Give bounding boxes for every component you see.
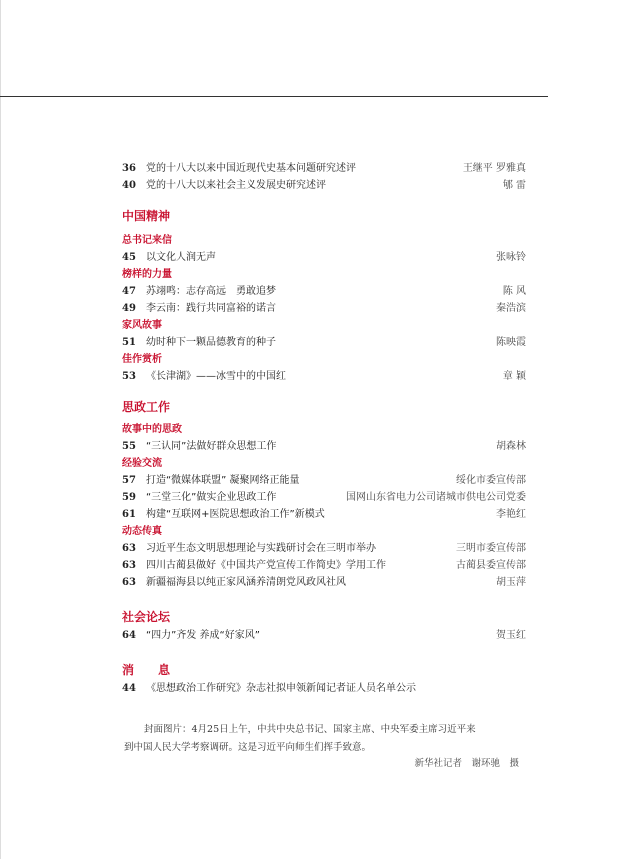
toc-entry[interactable]: 63 习近平生态文明思想理论与实践研讨会在三明市举办 三明市委宣传部: [122, 543, 526, 554]
section-heading: 消 息: [122, 663, 171, 677]
column-heading: 经验交流: [122, 458, 162, 469]
toc-entry[interactable]: 47 苏翊鸣：志存高远 勇敢追梦 陈 风: [122, 286, 526, 297]
table-of-contents: [122, 160, 526, 697]
photo-credit: 新华社记者 谢环驰 摄: [414, 758, 519, 769]
column-heading: 总书记来信: [122, 235, 172, 246]
toc-entry[interactable]: 36 党的十八大以来中国近现代史基本问题研究述评 王继平 罗雅真: [122, 163, 526, 174]
toc-entry[interactable]: 61 构建“互联网+医院思想政治工作”新模式 李艳红: [122, 509, 526, 520]
toc-entry[interactable]: 55 “三认同”法做好群众思想工作 胡森林: [122, 441, 526, 452]
column-heading: 故事中的思政: [122, 424, 182, 435]
toc-entry[interactable]: 45 以文化人润无声 张咏铃: [122, 252, 526, 263]
cover-caption: [124, 721, 524, 757]
toc-entry[interactable]: 59 “三堂三化”做实企业思政工作 国网山东省电力公司诸城市供电公司党委: [122, 492, 526, 503]
column-heading: 动态传真: [122, 526, 162, 537]
toc-entry[interactable]: 44 《思想政治工作研究》杂志社拟申领新闻记者证人员名单公示: [122, 683, 416, 694]
section-heading: 中国精神: [122, 209, 171, 223]
caption-line: 到中国人民大学考察调研。这是习近平向师生们挥手致意。: [124, 742, 372, 753]
section-heading: 思政工作: [122, 400, 171, 414]
section-heading: 社会论坛: [122, 610, 171, 624]
column-heading: 榜样的力量: [122, 269, 172, 280]
column-heading: 家风故事: [122, 320, 162, 331]
toc-entry[interactable]: 51 幼时种下一颗品德教育的种子 陈映霞: [122, 337, 526, 348]
toc-entry[interactable]: 64 “四力”齐发 养成“好家风” 贺玉红: [122, 630, 526, 641]
toc-entry[interactable]: 53 《长津湖》——冰雪中的中国红 章 颖: [122, 371, 526, 382]
caption-line: 封面图片：4月25日上午，中共中央总书记、国家主席、中央军委主席习近平来: [144, 724, 476, 735]
toc-entry[interactable]: 63 新疆福海县以纯正家风涵养清朗党风政风社风 胡玉萍: [122, 577, 526, 588]
column-heading: 佳作赏析: [122, 354, 162, 365]
toc-entry[interactable]: 49 李云南：践行共同富裕的诺言 秦浩滨: [122, 303, 526, 314]
toc-entry[interactable]: 57 打造“微媒体联盟” 凝聚网络正能量 绥化市委宣传部: [122, 475, 526, 486]
header-rule: [0, 96, 548, 97]
toc-entry[interactable]: 40 党的十八大以来社会主义发展史研究述评 郇 雷: [122, 180, 526, 191]
page-edge: [0, 0, 1, 859]
toc-entry[interactable]: 63 四川古蔺县做好《中国共产党宣传工作简史》学用工作 古蔺县委宣传部: [122, 560, 526, 571]
